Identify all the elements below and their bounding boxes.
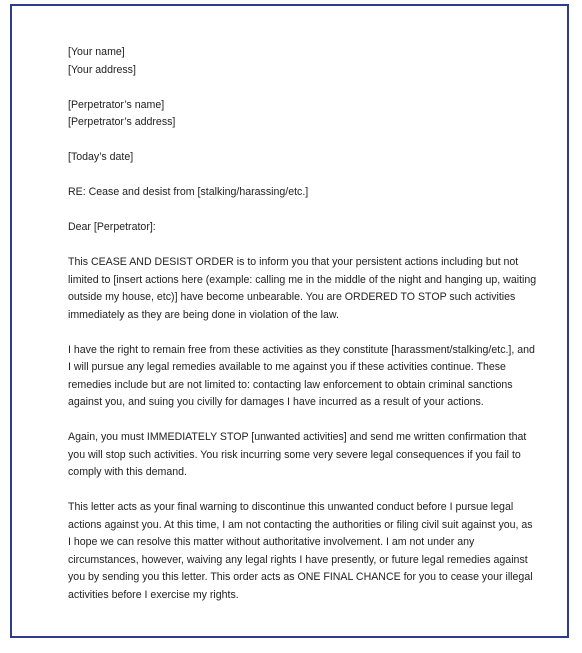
sender-name: [Your name]: [68, 46, 125, 58]
paragraph-line: Again, you must IMMEDIATELY STOP [unwanted activities] and send me written confirmation that: [68, 431, 527, 443]
paragraph-3: [68, 429, 534, 482]
paragraph-1: [68, 254, 537, 324]
paragraph-line: comply with this demand.: [68, 466, 187, 478]
recipient-block: [68, 97, 534, 132]
paragraph-line: you by sending you this letter. This order acts as ONE FINAL CHANCE for you to cease your illegal: [68, 571, 533, 583]
paragraph-line: immediately as they are being done in violation of the law.: [68, 308, 339, 321]
paragraph-line: This CEASE AND DESIST ORDER is to inform you that your persistent actions including but not: [68, 256, 519, 268]
paragraph-line: I will pursue any legal remedies available to me against you if these activities continue. These: [68, 361, 506, 373]
paragraph-line: outside my house, etc)] have become unbearable. You are ORDERED TO STOP such activities: [68, 291, 516, 303]
paragraph-line: actions against you. At this time, I am not contacting the authorities or filing civil suit against you, as: [68, 518, 533, 531]
paragraph-line: activities before I exercise my rights.: [68, 588, 239, 601]
paragraph-line: limited to [insert actions here (example: calling me in the middle of the night and hanging up, waiting: [68, 273, 537, 286]
sender-address: [Your address]: [68, 63, 136, 76]
recipient-name: [Perpetrator’s name]: [68, 98, 165, 111]
paragraph-line: This letter acts as your final warning to discontinue this unwanted conduct before I pursue legal: [68, 501, 514, 513]
letter-subject: RE: Cease and desist from [stalking/harassing/etc.]: [68, 186, 309, 198]
recipient-address: [Perpetrator’s address]: [68, 116, 176, 128]
letter-date: [Today’s date]: [68, 151, 134, 163]
sender-block: [68, 44, 534, 79]
document-page: [10, 4, 569, 638]
paragraph-line: against you, and suing you civilly for damages I have incurred as a result of your actions.: [68, 396, 484, 408]
paragraph-line: you will stop such activities. You risk incurring some very severe legal consequences if you fail to: [68, 448, 521, 461]
paragraph-2: [68, 342, 534, 412]
paragraph-line: remedies include but are not limited to: contacting law enforcement to obtain criminal sanctions: [68, 378, 513, 391]
letter-body: [68, 44, 537, 604]
salutation: Dear [Perpetrator]:: [68, 221, 156, 233]
paragraph-line: I have the right to remain free from these activities as they constitute [harassment/stalking/etc.], and: [68, 343, 535, 356]
paragraph-4: [68, 499, 534, 604]
paragraph-line: I hope we can resolve this matter without authoritative involvement. I am not under any: [68, 536, 475, 548]
paragraph-line: circumstances, however, waiving any legal rights I have presently, or future legal remedies against: [68, 553, 528, 566]
